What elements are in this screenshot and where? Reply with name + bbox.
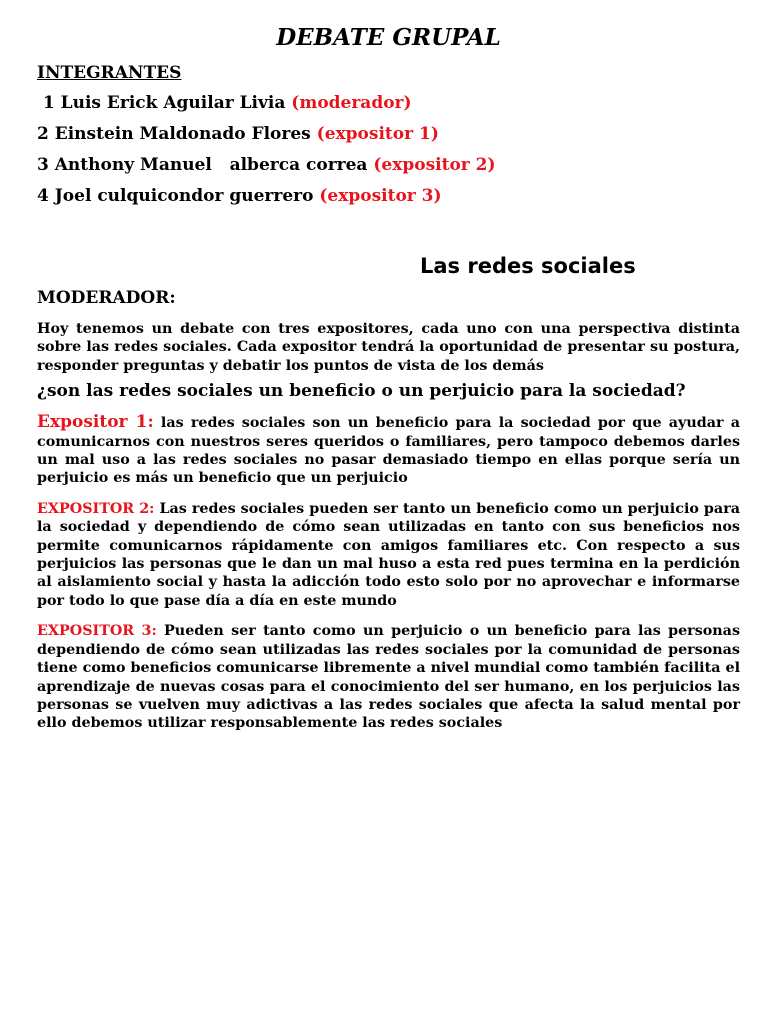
moderador-label: MODERADOR: (37, 288, 176, 308)
moderador-paragraph: Hoy tenemos un debate con tres expositores, cada uno con una perspectiva distinta sobre las redes sociales. Cada expositor tendrá la oportunidad de presentar su postura, responder preguntas y debatir los puntos de vista de los demás (37, 321, 740, 374)
integrantes-heading: INTEGRANTES (37, 63, 182, 83)
member-line-4 (37, 185, 740, 207)
document-title: DEBATE GRUPAL (276, 24, 501, 51)
member-line-2 (37, 123, 740, 145)
expositor-2-label: EXPOSITOR 2: (37, 500, 155, 517)
expositor-2-paragraph (37, 500, 740, 610)
expositor-3-label: EXPOSITOR 3: (37, 623, 157, 640)
member-role: (expositor 2) (373, 155, 496, 175)
expositor-1-text: las redes sociales son un beneficio para la sociedad por que ayudar a comunicarnos con nuestros seres queridos o familiares, pero tampoco debemos darles un mal uso a las redes sociales no pasar demasiado tiempo en ellas porque sería un perjuicio es más un beneficio que un perjuicio (37, 415, 740, 487)
member-name: 3 Anthony Manuel alberca correa (37, 155, 374, 175)
member-role: (expositor 1) (316, 124, 439, 144)
member-role: (expositor 3) (319, 186, 442, 206)
expositor-1-paragraph (37, 413, 740, 488)
member-name: 2 Einstein Maldonado Flores (37, 124, 317, 144)
member-name: 1 Luis Erick Aguilar Livia (37, 93, 292, 113)
member-line-3 (37, 154, 740, 176)
expositor-3-paragraph (37, 622, 740, 732)
debate-question: ¿son las redes sociales un beneficio o un perjuicio para la sociedad? (37, 381, 686, 402)
expositor-1-label: Expositor 1: (37, 412, 154, 433)
member-role: (moderador) (291, 93, 412, 113)
expositor-3-text: Pueden ser tanto como un perjuicio o un beneficio para las personas dependiendo de cómo sean utilizadas las redes sociales por la comunidad de personas tiene como beneficios comunicarse libremente a nivel mundial como también facilita el aprendizaje de nuevas cosas para el conocimiento del ser humano, en los perjuicios las personas se vuelven muy adictivas a las redes sociales que afecta la salud mental por ello debemos utilizar responsablemente las redes sociales (37, 623, 740, 732)
document-page (37, 24, 740, 739)
member-name: 4 Joel culquicondor guerrero (37, 186, 320, 206)
member-line-1 (37, 92, 740, 114)
expositor-2-text: Las redes sociales pueden ser tanto un beneficio como un perjuicio para la sociedad y dependiendo de cómo sean utilizadas en tanto con sus beneficios nos permite comunicarnos rápidamente con amigos familiares etc. Con respecto a sus perjuicios las personas que le dan un mal huso a esta red pues termina en la perdición al aislamiento social y hasta la adicción todo esto solo por no aprovechar e informarse por todo lo que pase día a día en este mundo (37, 500, 740, 609)
topic-heading: Las redes sociales (420, 254, 636, 278)
